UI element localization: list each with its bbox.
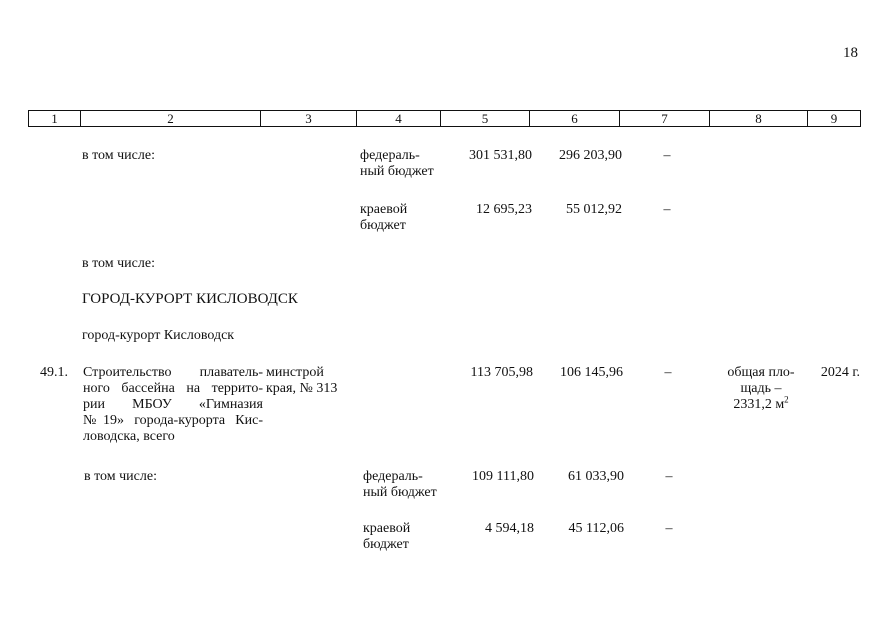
column-number-3: 3	[261, 111, 357, 126]
item-name-line: №19» города-курорта Кис-	[83, 413, 263, 428]
completion-year: 2024 г.	[820, 365, 860, 380]
value-col5: 12 695,23	[476, 202, 532, 217]
result-area-value: 2331,2 м	[733, 397, 785, 412]
column-number-header	[28, 110, 861, 127]
value-col7: –	[665, 521, 673, 536]
subsection-heading: город-курорт Кисловодск	[82, 328, 235, 343]
value-col5: 113 705,98	[470, 365, 533, 380]
funding-source-line: федераль-	[363, 469, 423, 484]
value-col6: 45 112,06	[568, 521, 624, 536]
funding-source-line: бюджет	[363, 537, 409, 552]
funding-source-line: бюджет	[360, 218, 406, 233]
item-number: 49.1.	[40, 365, 68, 380]
column-number-1: 1	[29, 111, 81, 126]
column-number-4: 4	[357, 111, 441, 126]
section-heading: ГОРОД-КУРОРТ КИСЛОВОДСК	[82, 291, 298, 307]
column-number-9: 9	[830, 111, 838, 126]
funding-source-line: ный бюджет	[363, 485, 437, 500]
column-number-5: 5	[441, 111, 530, 126]
value-col6: 106 145,96	[560, 365, 623, 380]
value-col6: 296 203,90	[559, 148, 622, 163]
item-name-line: ного бассейна на террито-	[83, 381, 263, 396]
item-name-line: Строительство плаватель-	[83, 365, 263, 380]
value-col7: –	[663, 148, 671, 163]
value-col7: –	[664, 365, 672, 380]
page-number: 18	[843, 45, 858, 61]
value-col5: 4 594,18	[485, 521, 534, 536]
value-col5: 109 111,80	[472, 469, 534, 484]
funding-source-line: федераль-	[360, 148, 420, 163]
value-col7: –	[663, 202, 671, 217]
result-area-superscript: 2	[784, 394, 789, 405]
result-line: общая пло-	[727, 365, 795, 380]
executor-line: края, № 313	[266, 381, 338, 396]
row-label: в том числе:	[84, 469, 157, 484]
row-label: в том числе:	[82, 256, 155, 271]
value-col6: 55 012,92	[566, 202, 622, 217]
value-col5: 301 531,80	[469, 148, 532, 163]
result-line: щадь –	[740, 381, 782, 396]
value-col6: 61 033,90	[568, 469, 624, 484]
column-number-2: 2	[81, 111, 261, 126]
funding-source-line: краевой	[360, 202, 408, 217]
column-number-7: 7	[620, 111, 710, 126]
executor-line: минстрой	[266, 365, 324, 380]
result-area	[712, 394, 810, 413]
column-number-6: 6	[530, 111, 620, 126]
funding-source-line: ный бюджет	[360, 164, 434, 179]
value-col7: –	[665, 469, 673, 484]
item-name-line: рии МБОУ «Гимназия	[83, 397, 263, 412]
item-name-line: ловодска, всего	[83, 429, 175, 444]
funding-source-line: краевой	[363, 521, 411, 536]
column-number-8: 8	[710, 111, 808, 126]
row-label: в том числе:	[82, 148, 155, 163]
